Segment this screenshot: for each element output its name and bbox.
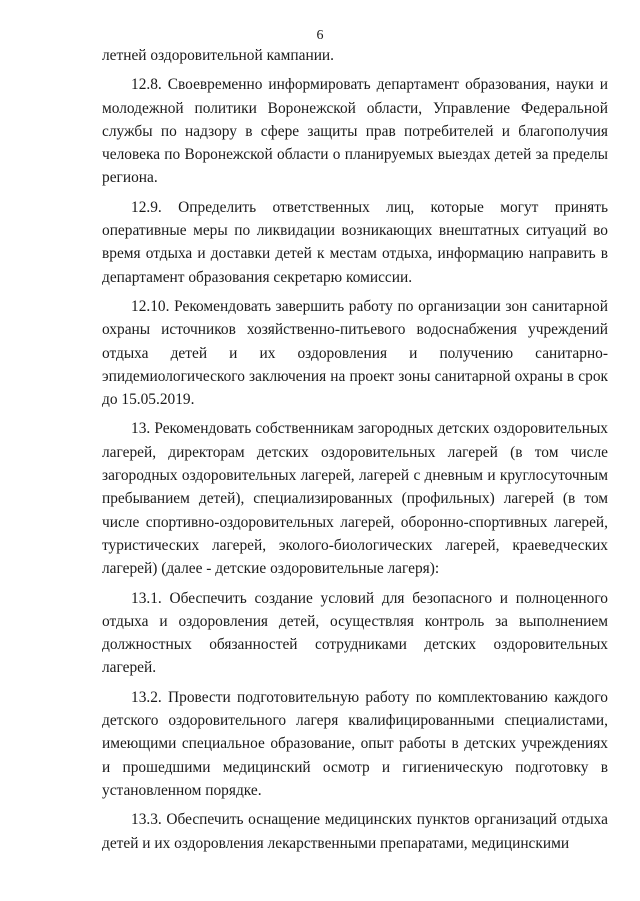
paragraph-13-2: 13.2. Провести подготовительную работу по комплектованию каждого детского оздоровительного лагеря квалифицированными специалистами, имеющими специальное образование, опыт работы в детских учреждениях и прошедшими медицинский осмотр и гигиеническую подготовку в установленном порядке. (102, 688, 608, 799)
paragraph-12-8: 12.8. Своевременно информировать департамент образования, науки и молодежной политики Воронежской области, Управление Федеральной службы по надзору в сфере защиты прав потребителей и благополучия человека по Воронежской области о планируемых выездах детей за пределы региона. (102, 76, 608, 187)
paragraph-12-10: 12.10. Рекомендовать завершить работу по организации зон санитарной охраны источников хозяйственно-питьевого водоснабжения учреждений отдыха детей и их оздоровления и получению санитарно-эпидемиологического заключения на проект зоны санитарной охраны в срок до 15.05.2019. (102, 297, 608, 409)
paragraph-continuation: летней оздоровительной кампании. (102, 47, 335, 64)
document-body (102, 44, 608, 855)
paragraph-13-1: 13.1. Обеспечить создание условий для безопасного и полноценного отдыха и оздоровления детей, осуществляя контроль за выполнением должностных обязанностей сотрудниками детских оздоровительных лагерей. (102, 589, 608, 677)
paragraph-12-9: 12.9. Определить ответственных лиц, которые могут принять оперативные меры по ликвидации возникающих внештатных ситуаций во время отдыха и доставки детей к местам отдыха, информацию направить в департамент образования секретарю комиссии. (102, 198, 608, 286)
page-number: 6 (316, 28, 324, 43)
paragraph-13: 13. Рекомендовать собственникам загородных детских оздоровительных лагерей, директорам детских оздоровительных лагерей (в том числе загородных оздоровительных лагерей, лагерей с дневным и круглосуточным пребыванием детей), специализированных (профильных) лагерей (в том числе спортивно-оздоровительных лагерей, оборонно-спортивных лагерей, туристических лагерей, эколого-биологических лагерей, краеведческих лагерей) (далее - детские оздоровительные лагеря): (102, 420, 608, 578)
paragraph-13-3: 13.3. Обеспечить оснащение медицинских пунктов организаций отдыха детей и их оздоровления лекарственными препаратами, медицинскими (102, 811, 608, 852)
